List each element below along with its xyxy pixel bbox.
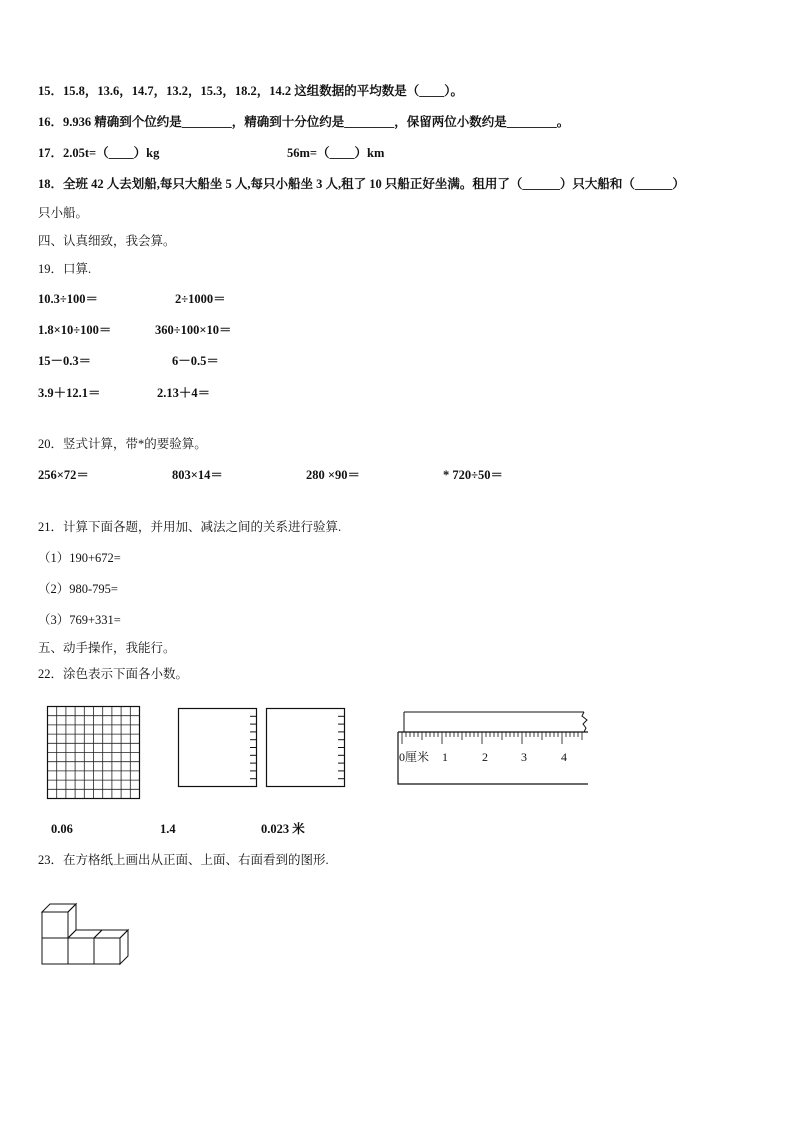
q19-item: 1.8×10÷100＝ [38,323,112,337]
decimal-label: 1.4 [160,822,176,836]
question-16: 16．9.936 精确到个位约是________，精确到十分位约是________，保留两位小数约是________。 [38,115,570,129]
ruler-label-3: 3 [521,750,527,764]
ruler-label-0: 0厘米 [399,750,430,764]
tenths-square-1 [178,708,258,788]
q21-item: （3）769+331= [38,613,121,627]
decimal-label: 0.023 米 [261,822,305,836]
q19-item: 3.9＋12.1＝ [38,386,101,400]
question-20-title: 20．竖式计算，带*的要验算。 [38,437,207,451]
ruler-label-1: 1 [442,750,448,764]
question-19-title: 19．口算. [38,262,92,276]
tenths-square-2 [266,708,346,788]
cube-stack-figure [40,900,135,970]
question-22-title: 22．涂色表示下面各小数。 [38,667,189,681]
q19-item: 360÷100×10＝ [155,323,232,337]
ruler [398,710,588,785]
section-5-heading: 五、动手操作，我能行。 [38,641,176,655]
q21-item: （1）190+672= [38,551,121,565]
q20-item: 803×14＝ [172,468,223,482]
question-17-b: 56m=（____）km [287,146,385,160]
hundred-grid [47,706,140,799]
q21-item: （2）980-795= [38,582,118,596]
q20-item: 280 ×90＝ [306,468,360,482]
question-18-line1: 18．全班 42 人去划船,每只大船坐 5 人,每只小船坐 3 人,租了 10 只船正好坐满。租用了（______）只大船和（______） [38,177,685,191]
q19-item: 6－0.5＝ [172,354,219,368]
ruler-label-2: 2 [482,750,488,764]
q19-item: 2÷1000＝ [175,292,226,306]
ruler-label-4: 4 [561,750,567,764]
question-21-title: 21．计算下面各题，并用加、减法之间的关系进行验算. [38,520,342,534]
question-18-line2: 只小船。 [38,206,89,220]
section-4-heading: 四、认真细致，我会算。 [38,234,176,248]
q19-item: 10.3÷100＝ [38,292,98,306]
q20-item: * 720÷50＝ [443,468,503,482]
question-15: 15．15.8，13.6，14.7，13.2，15.3，18.2，14.2 这组数据的平均数是（____）。 [38,84,464,98]
decimal-label: 0.06 [51,822,73,836]
question-23-title: 23．在方格纸上画出从正面、上面、右面看到的图形. [38,853,329,867]
q20-item: 256×72＝ [38,468,89,482]
q19-item: 15－0.3＝ [38,354,92,368]
question-17-a: 17．2.05t=（____）kg [38,146,160,160]
q19-item: 2.13＋4＝ [157,386,211,400]
